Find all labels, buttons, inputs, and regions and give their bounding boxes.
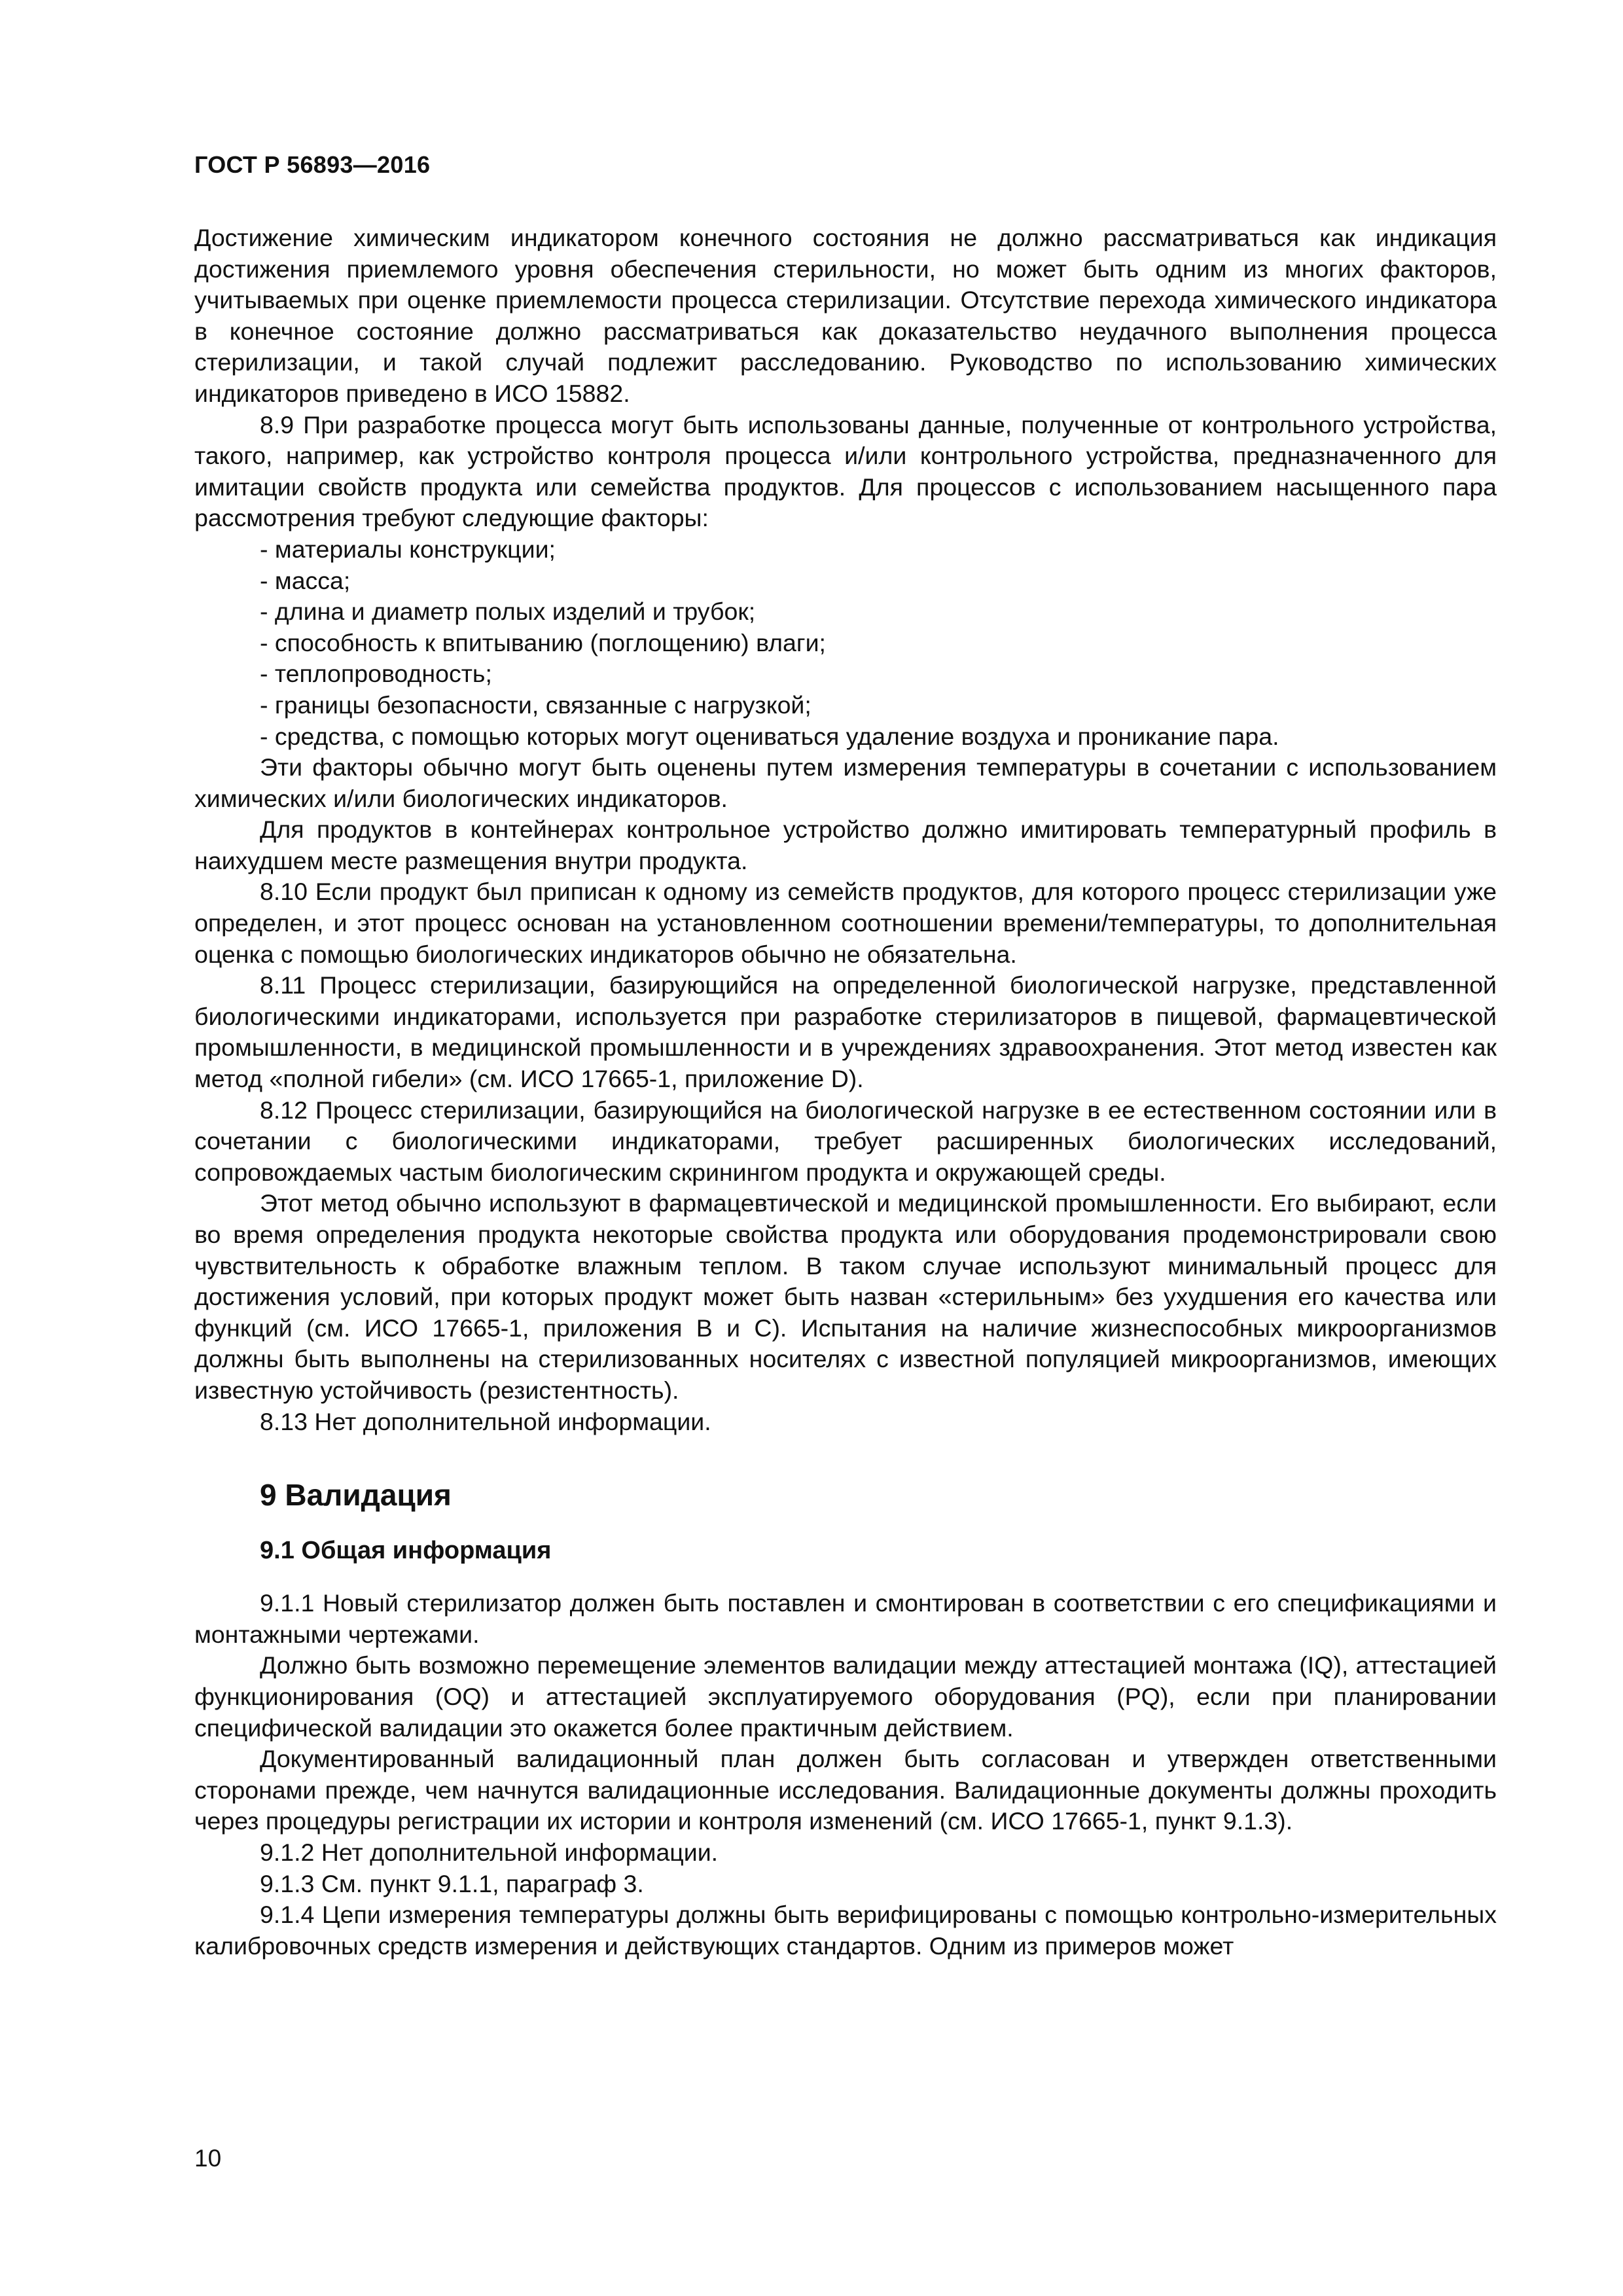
paragraph-9-1-4: 9.1.4 Цепи измерения температуры должны быть верифицированы с помощью контрольно-измерительных калибровочных средств измерения и действующих стандартов. Одним из примеров может: [194, 1901, 1497, 1960]
paragraph-method-use: Этот метод обычно используют в фармацевтической и медицинской промышленности. Его выбирают, если во время определения продукта некоторые свойства продукта или оборудования продемонстрировали свою чувствительность к обработке влажным теплом. В таком случае используют минимальный процесс для достижения условий, при которых продукт может быть назван «стерильным» без ухудшения его качества или функций (см. ИСО 17665-1, приложения В и С). Испытания на наличие жизнеспособных микроорганизмов должны быть выполнены на стерилизованных носителях с известной популяцией микроорганизмов, имеющих известную устойчивость (резистентность).: [194, 1189, 1497, 1404]
paragraph-containers: Для продуктов в контейнерах контрольное устройство должно имитировать температурный профиль в наихудшем месте размещения внутри продукта.: [194, 816, 1497, 874]
paragraph-8-12: 8.12 Процесс стерилизации, базирующийся на биологической нагрузке в ее естественном состоянии или в сочетании с биологическими индикаторами, требует расширенных биологических исследований, сопровождаемых частым биологическим скринингом продукта и окружающей среды.: [194, 1096, 1497, 1186]
list-item: - способность к впитыванию (поглощению) влаги;: [260, 628, 826, 656]
paragraph-9-1-1: 9.1.1 Новый стерилизатор должен быть поставлен и смонтирован в соответствии с его спецификациями и монтажными чертежами.: [194, 1589, 1497, 1648]
paragraph-factors-evaluation: Эти факторы обычно могут быть оценены путем измерения температуры в сочетании с использованием химических и/или биологических индикаторов.: [194, 753, 1497, 812]
list-item: - длина и диаметр полых изделий и трубок;: [260, 598, 756, 626]
paragraph-8-9: 8.9 При разработке процесса могут быть использованы данные, полученные от контрольного устройства, такого, например, как устройство контроля процесса и/или контрольного устройства, предназначенного для имитации свойств продукта или семейства продуктов. Для процессов с использованием насыщенного пара рассмотрения требуют следующие факторы:: [194, 410, 1497, 532]
paragraph-8-11: 8.11 Процесс стерилизации, базирующийся на определенной биологической нагрузке, представленной биологическими индикаторами, используется при разработке стерилизаторов в пищевой, фармацевтической промышленности, в медицинской промышленности и в учреждениях здравоохранения. Этот метод известен как метод «полной гибели» (см. ИСО 17665-1, приложение D).: [194, 971, 1497, 1093]
document-body: [194, 223, 1497, 1962]
paragraph-chemical-indicator: Достижение химическим индикатором конечного состояния не должно рассматриваться как индикация достижения приемлемого уровня обеспечения стерильности, но может быть одним из многих факторов, учитываемых при оценке приемлемости процесса стерилизации. Отсутствие перехода химического индикатора в конечное состояние должно рассматриваться как доказательство неудачного выполнения процесса стерилизации, и такой случай подлежит расследованию. Руководство по использованию химических индикаторов приведено в ИСО 15882.: [194, 224, 1497, 407]
factors-list: [194, 534, 1497, 752]
list-item: - материалы конструкции;: [260, 535, 556, 563]
list-item: - границы безопасности, связанные с нагрузкой;: [260, 691, 812, 719]
paragraph-validation-plan: Документированный валидационный план должен быть согласован и утвержден ответственными сторонами прежде, чем начнутся валидационные исследования. Валидационные документы должны проходить через процедуры регистрации их истории и контроля изменений (см. ИСО 17665-1, пункт 9.1.3).: [194, 1745, 1497, 1835]
section-title-validation: 9 Валидация: [260, 1478, 452, 1513]
list-item: - средства, с помощью которых могут оцениваться удаление воздуха и проникание пара.: [260, 722, 1279, 750]
paragraph-8-10: 8.10 Если продукт был приписан к одному из семейств продуктов, для которого процесс стерилизации уже определен, и этот процесс основан на установленном соотношении времени/температуры, то дополнительная оценка с помощью биологических индикаторов обычно не обязательна.: [194, 878, 1497, 968]
page-number: 10: [194, 2145, 222, 2172]
paragraph-8-13: 8.13 Нет дополнительной информации.: [260, 1407, 711, 1435]
subsection-title-general-info: 9.1 Общая информация: [260, 1537, 552, 1565]
page-header-standard-code: ГОСТ Р 56893—2016: [194, 151, 431, 178]
paragraph-validation-elements: Должно быть возможно перемещение элементов валидации между аттестацией монтажа (IQ), аттестацией функционирования (OQ) и аттестацией эксплуатируемого оборудования (PQ), если при планировании специфической валидации это окажется более практичным действием.: [194, 1651, 1497, 1742]
list-item: - теплопроводность;: [260, 660, 492, 688]
list-item: - масса;: [260, 566, 351, 594]
paragraph-9-1-2: 9.1.2 Нет дополнительной информации.: [260, 1838, 719, 1866]
paragraph-9-1-3: 9.1.3 См. пункт 9.1.1, параграф 3.: [260, 1869, 644, 1897]
